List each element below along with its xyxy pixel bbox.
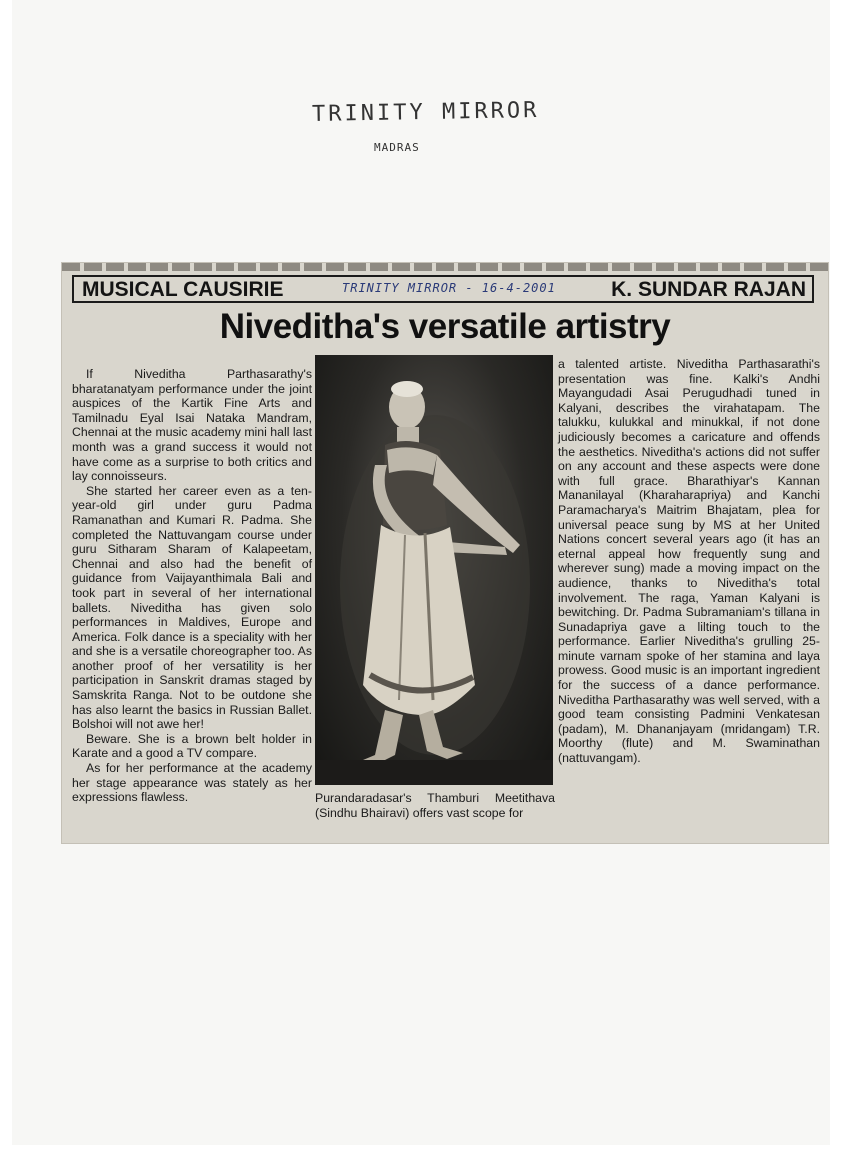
dancer-photo <box>315 355 553 785</box>
paragraph: If Niveditha Parthasarathy's bharatanatyam performance under the joint auspices of the Kartik Fine Arts and Tamilnadu Eyal Isai Nataka Mandram, Chennai at the music academy mini hall last month was a grand success it would not have come as a surprise to both critics and lay connoisseurs. <box>72 367 312 484</box>
handwritten-source: TRINITY MIRROR <box>311 98 540 127</box>
cut-text-strip <box>62 263 828 271</box>
column-name: MUSICAL CAUSIRIE <box>82 278 284 301</box>
paragraph: As for her performance at the academy her stage appearance was stately as her expressions flawless. <box>72 761 312 805</box>
article-headline: Niveditha's versatile artistry <box>219 307 671 346</box>
article-column-right: a talented artiste. Niveditha Parthasarathi's presentation was fine. Kalki's Andhi Mayangudadi Asai Perugudhadi tuned in Kalyani, describes the virahatapam. The talukku, kulukkal and minukkal, if not done judiciously becomes a caricature and offends the aesthetics. Niveditha's actions did not suffer on any account and these aspects were done with full grace. Bharathiyar's Kannan Mananilayal (Kharaharapriya) and Kanchi Paramacharya's Maitrim Bhajatam, plea for universal peace sung by MS at her United Nations concert several years ago (it has an eternal appeal how frequently sung and wherever sung) made a moving impact on the audience, thanks to Niveditha's total involvement. The raga, Yaman Kalyani is bewitching. Dr. Padma Subramaniam's tillana in Sunadapriya gave a lilting touch to the performance. Earlier Niveditha's grulling 25-minute varnam spoke of her stamina and laya prowess. Good music is an important ingredient for the success of a dance performance. Niveditha Parthasarathy was well served, with a good team consisting Padmini Venkatesan (padam), M. Dhananjayam (mridangam) T.R. Moorthy (flute) and M. Swaminathan (nattuvangam). <box>558 357 820 766</box>
photo-caption: Purandaradasar's Thamburi Meetithava (Sindhu Bhairavi) offers vast scope for <box>315 791 555 820</box>
bleed-through-shadow-bottom <box>32 900 832 1040</box>
paragraph: She started her career even as a ten-year-old girl under guru Padma Ramanathan and Kumari R. Padma. She completed the Nattuvangam course under guru Sitharam Sharam of Kalapeetam, Chennai and also had the benefit of guidance from Vaijayanthimala Bali and took part in several of her international ballets. Niveditha has given solo performances in Maldives, Europe and America. Folk dance is a speciality with her and she is a versatile choreographer too. As another proof of her versatility is her participation in Sanskrit dramas staged by Samskrita Ranga. Not to be outdone she has also learnt the basics in Russian Ballet. Bolshoi will not awe her! <box>72 483 312 732</box>
paragraph: Beware. She is a brown belt holder in Karate and a good a TV compare. <box>72 731 312 761</box>
newspaper-clipping <box>62 263 828 843</box>
handwritten-city: MADRAS <box>374 141 420 154</box>
article-column-left <box>72 367 312 805</box>
dancer-figure <box>315 355 553 785</box>
column-header <box>72 275 814 303</box>
handwritten-date: TRINITY MIRROR - 16-4-2001 <box>342 281 556 295</box>
author-name: K. SUNDAR RAJAN <box>611 278 806 301</box>
